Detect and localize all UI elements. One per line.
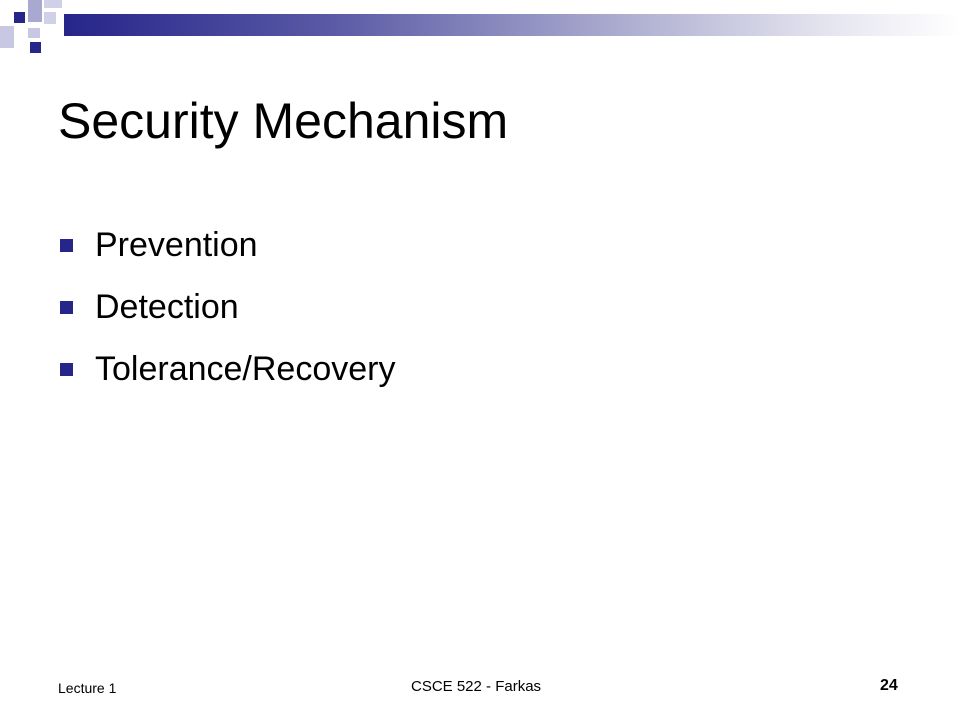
bullet-text: Tolerance/Recovery xyxy=(95,349,396,388)
slide-header-decoration xyxy=(0,0,960,60)
bullet-text: Prevention xyxy=(95,225,258,264)
decor-square-light-1 xyxy=(28,0,42,22)
footer-course: CSCE 522 - Farkas xyxy=(411,678,542,695)
header-gradient-bar xyxy=(64,14,960,36)
square-bullet-icon xyxy=(60,301,73,314)
square-bullet-icon xyxy=(60,239,73,252)
decor-square-light-5 xyxy=(44,12,56,24)
square-bullet-icon xyxy=(60,363,73,376)
decor-square-dark-2 xyxy=(30,42,41,53)
bullet-item xyxy=(60,214,395,276)
bullet-text: Detection xyxy=(95,287,239,326)
bullet-list xyxy=(60,214,395,400)
bullet-item xyxy=(60,276,395,338)
decor-square-light-3 xyxy=(0,26,14,48)
slide-title: Security Mechanism xyxy=(58,93,509,149)
footer-lecture: Lecture 1 xyxy=(58,680,117,696)
decor-square-dark-1 xyxy=(14,12,25,23)
decor-square-light-2 xyxy=(44,0,62,8)
decor-square-light-4 xyxy=(28,28,40,38)
page-number: 24 xyxy=(880,677,898,694)
bullet-item xyxy=(60,338,395,400)
